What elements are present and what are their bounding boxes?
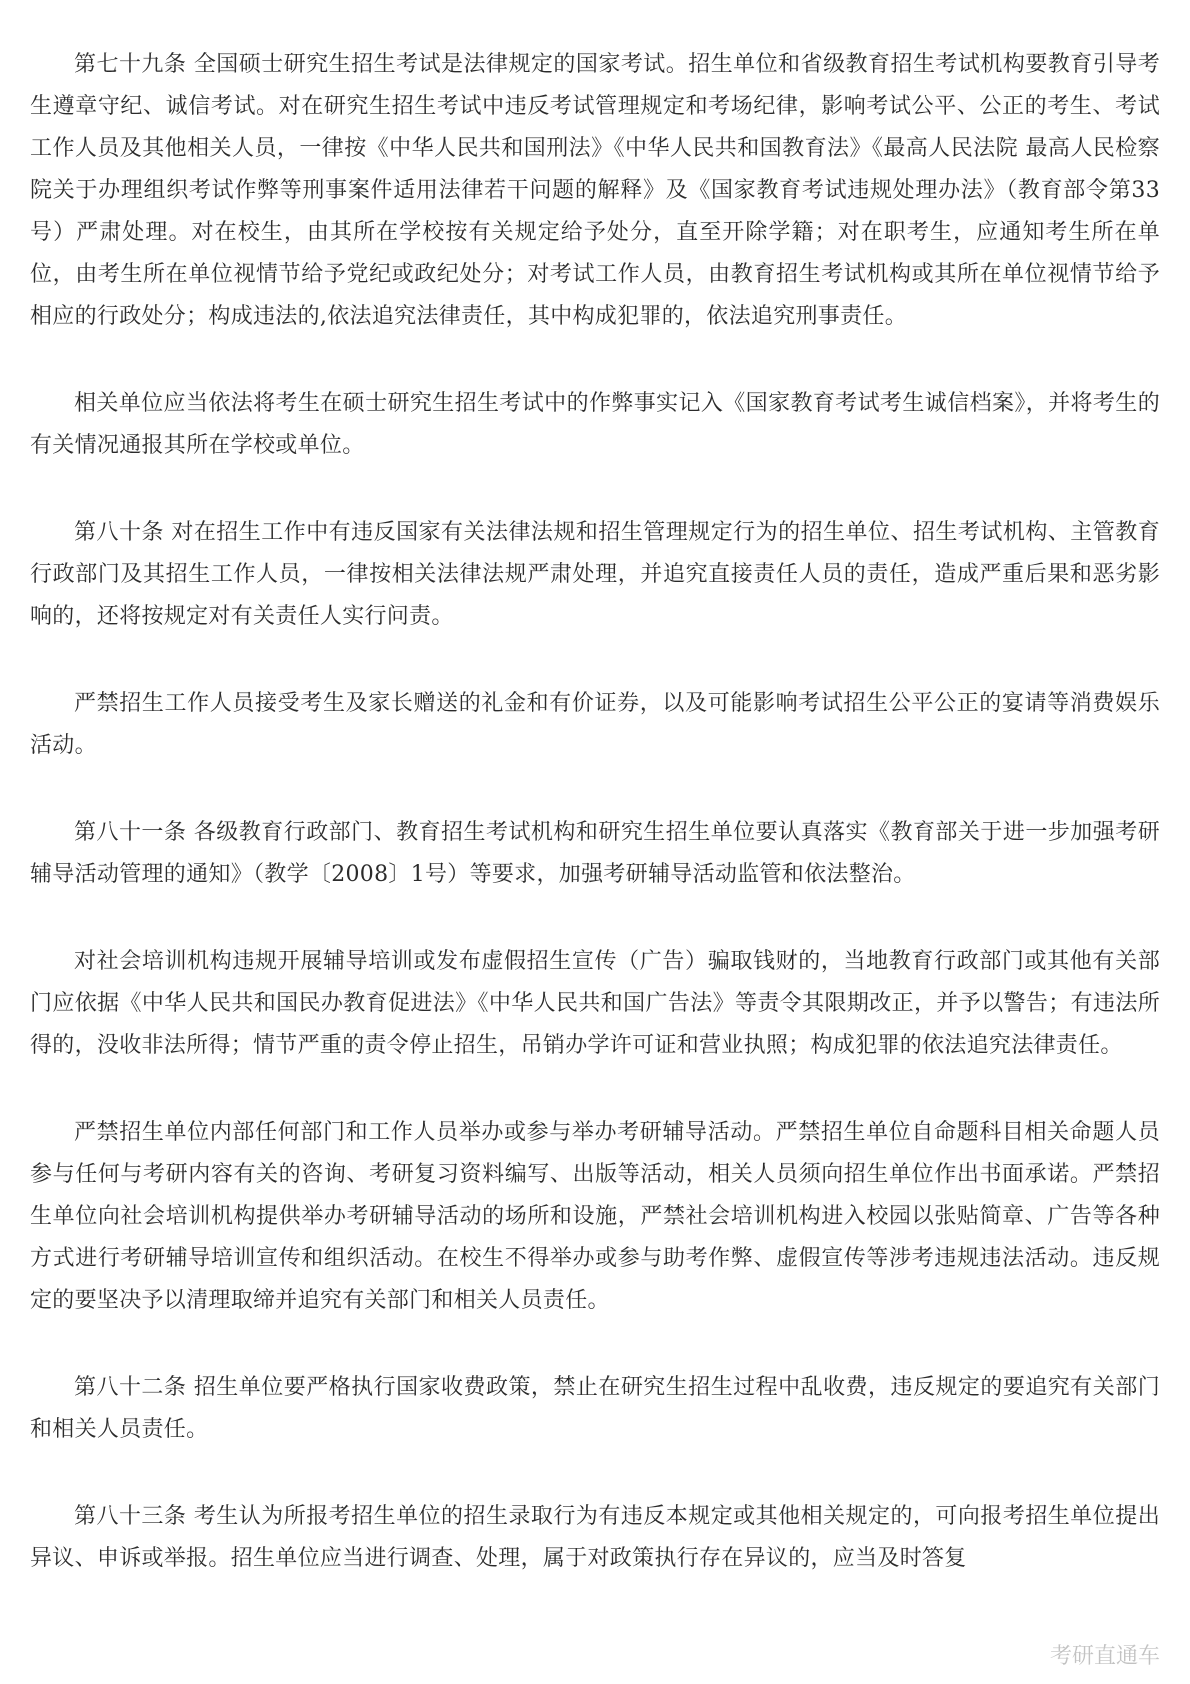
document-body (30, 44, 1160, 1625)
paragraph-gift-ban: 严禁招生工作人员接受考生及家长赠送的礼金和有价证券，以及可能影响考试招生公平公正的宴请等消费娱乐活动。 (30, 691, 1160, 758)
paragraph-internal-ban: 严禁招生单位内部任何部门和工作人员举办或参与举办考研辅导活动。严禁招生单位自命题科目相关命题人员参与任何与考研内容有关的咨询、考研复习资料编写、出版等活动，相关人员须向招生单位作出书面承诺。严禁招生单位向社会培训机构提供举办考研辅导活动的场所和设施，严禁社会培训机构进入校园以张贴简章、广告等各种方式进行考研辅导培训宣传和组织活动。在校生不得举办或参与助考作弊、虚假宣传等涉考违规违法活动。违反规定的要坚决予以清理取缔并追究有关部门和相关人员责任。 (30, 1120, 1160, 1313)
watermark: 考研直通车 (1049, 1644, 1160, 1669)
paragraph-article-79: 第七十九条 全国硕士研究生招生考试是法律规定的国家考试。招生单位和省级教育招生考试机构要教育引导考生遵章守纪、诚信考试。对在研究生招生考试中违反考试管理规定和考场纪律，影响考试公平、公正的考生、考试工作人员及其他相关人员，一律按《中华人民共和国刑法》《中华人民共和国教育法》《最高人民法院 最高人民检察院关于办理组织考试作弊等刑事案件适用法律若干问题的解释》及《国家教育考试违规处理办法》（教育部令第33号）严肃处理。对在校生，由其所在学校按有关规定给予处分，直至开除学籍；对在职考生，应通知考生所在单位，由考生所在单位视情节给予党纪或政纪处分；对考试工作人员，由教育招生考试机构或其所在单位视情节给予相应的行政处分；构成违法的,依法追究法律责任，其中构成犯罪的，依法追究刑事责任。 (30, 52, 1160, 329)
paragraph-article-82: 第八十二条 招生单位要严格执行国家收费政策，禁止在研究生招生过程中乱收费，违反规定的要追究有关部门和相关人员责任。 (30, 1375, 1160, 1442)
paragraph-article-83: 第八十三条 考生认为所报考招生单位的招生录取行为有违反本规定或其他相关规定的，可向报考招生单位提出异议、申诉或举报。招生单位应当进行调查、处理，属于对政策执行存在异议的，应当及时答复 (30, 1504, 1160, 1571)
paragraph-training-institutions: 对社会培训机构违规开展辅导培训或发布虚假招生宣传（广告）骗取钱财的，当地教育行政部门或其他有关部门应依据《中华人民共和国民办教育促进法》《中华人民共和国广告法》等责令其限期改正，并予以警告；有违法所得的，没收非法所得；情节严重的责令停止招生，吊销办学许可证和营业执照；构成犯罪的依法追究法律责任。 (30, 949, 1160, 1058)
paragraph-integrity-record: 相关单位应当依法将考生在硕士研究生招生考试中的作弊事实记入《国家教育考试考生诚信档案》，并将考生的有关情况通报其所在学校或单位。 (30, 391, 1160, 458)
paragraph-article-80: 第八十条 对在招生工作中有违反国家有关法律法规和招生管理规定行为的招生单位、招生考试机构、主管教育行政部门及其招生工作人员，一律按相关法律法规严肃处理，并追究直接责任人员的责任，造成严重后果和恶劣影响的，还将按规定对有关责任人实行问责。 (30, 520, 1160, 629)
paragraph-article-81: 第八十一条 各级教育行政部门、教育招生考试机构和研究生招生单位要认真落实《教育部关于进一步加强考研辅导活动管理的通知》（教学〔2008〕1号）等要求，加强考研辅导活动监管和依法整治。 (30, 820, 1160, 887)
